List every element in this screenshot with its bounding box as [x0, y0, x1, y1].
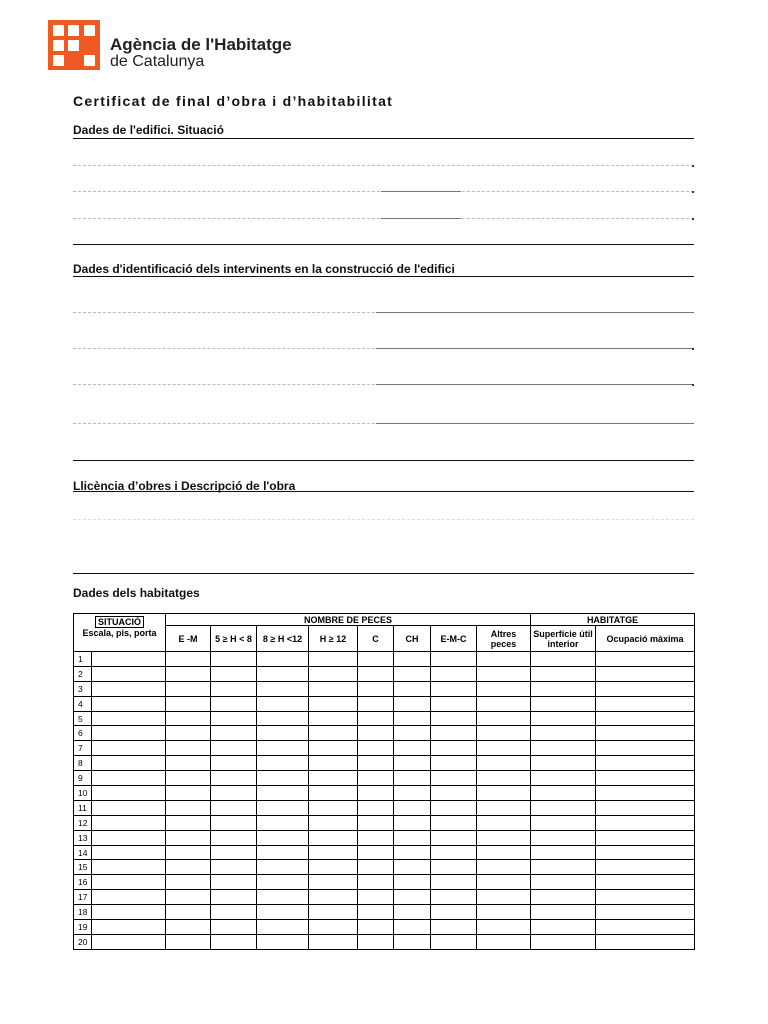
table-cell[interactable]: [531, 845, 596, 860]
table-cell[interactable]: [92, 845, 166, 860]
table-cell[interactable]: [394, 830, 431, 845]
table-cell[interactable]: [211, 860, 257, 875]
table-cell[interactable]: [596, 652, 695, 667]
table-cell[interactable]: [531, 920, 596, 935]
table-cell[interactable]: [257, 920, 309, 935]
table-cell[interactable]: [166, 786, 211, 801]
table-cell[interactable]: [166, 696, 211, 711]
table-cell[interactable]: [431, 756, 477, 771]
table-cell[interactable]: [166, 756, 211, 771]
table-cell[interactable]: [92, 934, 166, 949]
table-cell[interactable]: [92, 681, 166, 696]
table-cell[interactable]: [257, 800, 309, 815]
table-cell[interactable]: [596, 741, 695, 756]
table-cell[interactable]: [531, 890, 596, 905]
table-cell[interactable]: [166, 666, 211, 681]
table-cell[interactable]: [394, 696, 431, 711]
table-row: [74, 771, 695, 786]
table-cell[interactable]: [166, 905, 211, 920]
table-cell[interactable]: [431, 726, 477, 741]
table-cell[interactable]: [596, 890, 695, 905]
table-cell[interactable]: [394, 890, 431, 905]
table-cell[interactable]: [394, 875, 431, 890]
table-cell[interactable]: [531, 934, 596, 949]
table-cell[interactable]: [211, 786, 257, 801]
row-number: 2: [74, 666, 92, 681]
participants-line-4[interactable]: [73, 423, 694, 424]
table-cell[interactable]: [531, 860, 596, 875]
table-cell[interactable]: [309, 666, 358, 681]
table-cell[interactable]: [394, 860, 431, 875]
table-cell[interactable]: [358, 741, 394, 756]
table-cell[interactable]: [166, 920, 211, 935]
table-cell[interactable]: [596, 920, 695, 935]
table-cell[interactable]: [309, 890, 358, 905]
row-number: 6: [74, 726, 92, 741]
table-cell[interactable]: [531, 905, 596, 920]
table-cell[interactable]: [596, 756, 695, 771]
table-cell[interactable]: [431, 696, 477, 711]
section-participants-end-rule: [73, 460, 694, 461]
rooms-group-header: NOMBRE DE PECES: [166, 614, 531, 626]
table-cell[interactable]: [596, 771, 695, 786]
table-cell[interactable]: [309, 830, 358, 845]
table-cell[interactable]: [431, 741, 477, 756]
table-cell[interactable]: [431, 905, 477, 920]
table-cell[interactable]: [431, 920, 477, 935]
row-number: 11: [74, 800, 92, 815]
table-cell[interactable]: [257, 666, 309, 681]
table-cell[interactable]: [92, 726, 166, 741]
table-cell[interactable]: [477, 696, 531, 711]
table-cell[interactable]: [431, 666, 477, 681]
table-cell[interactable]: [358, 696, 394, 711]
table-cell[interactable]: [92, 860, 166, 875]
table-cell[interactable]: [92, 875, 166, 890]
col-header-emc: E-M-C: [431, 626, 477, 652]
row-number: 20: [74, 934, 92, 949]
table-cell[interactable]: [358, 830, 394, 845]
table-row: [74, 815, 695, 830]
section-dwellings-title: Dades dels habitatges: [73, 586, 200, 600]
table-cell[interactable]: [92, 830, 166, 845]
table-cell[interactable]: [166, 890, 211, 905]
col-header-8h12: 8 ≥ H <12: [257, 626, 309, 652]
participants-line-1[interactable]: [73, 312, 694, 313]
table-cell[interactable]: [211, 756, 257, 771]
table-cell[interactable]: [211, 666, 257, 681]
table-cell[interactable]: [92, 815, 166, 830]
table-cell[interactable]: [257, 905, 309, 920]
table-cell[interactable]: [257, 681, 309, 696]
table-cell[interactable]: [211, 890, 257, 905]
table-cell[interactable]: [309, 800, 358, 815]
table-cell[interactable]: [211, 875, 257, 890]
situacio-sub-label: Escala, pis, porta: [82, 628, 157, 638]
table-cell[interactable]: [309, 771, 358, 786]
row-number: 7: [74, 741, 92, 756]
table-cell[interactable]: [394, 815, 431, 830]
col-header-c: C: [358, 626, 394, 652]
table-cell[interactable]: [394, 726, 431, 741]
table-cell[interactable]: [211, 815, 257, 830]
table-cell[interactable]: [477, 890, 531, 905]
table-cell[interactable]: [166, 726, 211, 741]
dwellings-table: [73, 613, 695, 950]
table-cell[interactable]: [596, 905, 695, 920]
table-cell[interactable]: [309, 711, 358, 726]
table-cell[interactable]: [92, 800, 166, 815]
table-cell[interactable]: [166, 741, 211, 756]
table-cell[interactable]: [477, 875, 531, 890]
table-cell[interactable]: [431, 860, 477, 875]
table-cell[interactable]: [257, 652, 309, 667]
table-cell[interactable]: [358, 652, 394, 667]
table-cell[interactable]: [309, 920, 358, 935]
row-number: 3: [74, 681, 92, 696]
table-row: [74, 756, 695, 771]
table-cell[interactable]: [431, 845, 477, 860]
table-cell[interactable]: [394, 934, 431, 949]
table-cell[interactable]: [394, 771, 431, 786]
table-cell[interactable]: [211, 696, 257, 711]
table-cell[interactable]: [477, 934, 531, 949]
section-building-title: Dades de l'edifici. Situació: [73, 123, 224, 137]
table-row: [74, 726, 695, 741]
table-cell[interactable]: [596, 711, 695, 726]
table-cell[interactable]: [257, 786, 309, 801]
table-cell[interactable]: [394, 741, 431, 756]
table-cell[interactable]: [92, 786, 166, 801]
table-cell[interactable]: [166, 681, 211, 696]
table-cell[interactable]: [477, 711, 531, 726]
section-license-title: Llicència d’obres i Descripció de l'obra: [73, 479, 296, 493]
row-number: 15: [74, 860, 92, 875]
table-row: [74, 652, 695, 667]
dwelling-group-header: HABITATGE: [531, 614, 695, 626]
table-cell[interactable]: [431, 875, 477, 890]
table-cell[interactable]: [309, 815, 358, 830]
table-cell[interactable]: [257, 875, 309, 890]
table-cell[interactable]: [358, 726, 394, 741]
table-cell[interactable]: [394, 786, 431, 801]
table-cell[interactable]: [358, 815, 394, 830]
table-cell[interactable]: [257, 815, 309, 830]
agency-name-line1: Agència de l'Habitatge: [110, 35, 292, 54]
col-header-h12: H ≥ 12: [309, 626, 358, 652]
col-header-5h8: 5 ≥ H < 8: [211, 626, 257, 652]
table-cell[interactable]: [358, 860, 394, 875]
col-header-em: E -M: [166, 626, 211, 652]
table-cell[interactable]: [92, 756, 166, 771]
table-row: [74, 934, 695, 949]
table-row: [74, 786, 695, 801]
col-header-ocupacio: Ocupació màxima: [596, 626, 695, 652]
table-cell[interactable]: [309, 905, 358, 920]
table-cell[interactable]: [531, 756, 596, 771]
table-cell[interactable]: [257, 830, 309, 845]
table-cell[interactable]: [309, 875, 358, 890]
table-cell[interactable]: [431, 771, 477, 786]
table-cell[interactable]: [431, 815, 477, 830]
table-cell[interactable]: [92, 711, 166, 726]
table-cell[interactable]: [596, 934, 695, 949]
agency-name-line2: de Catalunya: [110, 53, 205, 70]
table-cell[interactable]: [358, 771, 394, 786]
row-number: 9: [74, 771, 92, 786]
table-cell[interactable]: [358, 845, 394, 860]
table-cell[interactable]: [211, 905, 257, 920]
table-cell[interactable]: [431, 652, 477, 667]
table-row: [74, 905, 695, 920]
table-cell[interactable]: [358, 786, 394, 801]
table-cell[interactable]: [92, 920, 166, 935]
table-cell[interactable]: [596, 681, 695, 696]
table-cell[interactable]: [531, 726, 596, 741]
building-line-2[interactable]: [73, 191, 694, 192]
table-cell[interactable]: [531, 681, 596, 696]
table-cell[interactable]: [477, 905, 531, 920]
table-row: [74, 681, 695, 696]
table-cell[interactable]: [211, 741, 257, 756]
table-cell[interactable]: [596, 786, 695, 801]
table-cell[interactable]: [477, 666, 531, 681]
table-cell[interactable]: [531, 652, 596, 667]
table-cell[interactable]: [166, 652, 211, 667]
table-row: [74, 800, 695, 815]
table-cell[interactable]: [531, 830, 596, 845]
table-cell[interactable]: [166, 860, 211, 875]
table-cell[interactable]: [211, 845, 257, 860]
table-cell[interactable]: [394, 845, 431, 860]
table-row: [74, 830, 695, 845]
table-cell[interactable]: [477, 741, 531, 756]
table-cell[interactable]: [531, 875, 596, 890]
participants-line-3[interactable]: [73, 384, 694, 385]
table-cell[interactable]: [92, 905, 166, 920]
table-cell[interactable]: [531, 786, 596, 801]
agency-logo-icon: [48, 20, 100, 70]
row-number: 8: [74, 756, 92, 771]
table-cell[interactable]: [166, 711, 211, 726]
license-line-1[interactable]: [73, 519, 694, 520]
table-cell[interactable]: [358, 890, 394, 905]
section-participants-rule: [73, 276, 694, 277]
table-cell[interactable]: [92, 741, 166, 756]
col-header-ch: CH: [394, 626, 431, 652]
table-cell[interactable]: [431, 800, 477, 815]
table-cell[interactable]: [477, 845, 531, 860]
table-cell[interactable]: [257, 711, 309, 726]
section-participants-title: Dades d'identificació dels intervinents en la construcció de l'edifici: [73, 262, 455, 276]
table-cell[interactable]: [92, 696, 166, 711]
table-row: [74, 711, 695, 726]
table-cell[interactable]: [257, 756, 309, 771]
table-cell[interactable]: [477, 920, 531, 935]
table-cell[interactable]: [596, 800, 695, 815]
table-cell[interactable]: [431, 681, 477, 696]
table-cell[interactable]: [358, 905, 394, 920]
building-line-1[interactable]: [73, 165, 694, 166]
table-cell[interactable]: [257, 726, 309, 741]
table-cell[interactable]: [596, 696, 695, 711]
table-cell[interactable]: [394, 905, 431, 920]
table-cell[interactable]: [394, 800, 431, 815]
table-cell[interactable]: [257, 934, 309, 949]
table-cell[interactable]: [477, 830, 531, 845]
row-number: 13: [74, 830, 92, 845]
row-number: 12: [74, 815, 92, 830]
table-cell[interactable]: [309, 681, 358, 696]
table-cell[interactable]: [431, 711, 477, 726]
table-cell[interactable]: [211, 726, 257, 741]
table-cell[interactable]: [596, 666, 695, 681]
table-cell[interactable]: [431, 934, 477, 949]
row-number: 16: [74, 875, 92, 890]
table-row: [74, 890, 695, 905]
table-cell[interactable]: [531, 741, 596, 756]
table-row: [74, 696, 695, 711]
section-license-end-rule: [73, 573, 694, 574]
table-cell[interactable]: [531, 815, 596, 830]
table-row: [74, 875, 695, 890]
table-cell[interactable]: [596, 845, 695, 860]
table-cell[interactable]: [596, 875, 695, 890]
table-cell[interactable]: [92, 890, 166, 905]
table-cell[interactable]: [596, 815, 695, 830]
table-cell[interactable]: [166, 771, 211, 786]
table-cell[interactable]: [477, 860, 531, 875]
table-cell[interactable]: [596, 726, 695, 741]
table-cell[interactable]: [309, 652, 358, 667]
table-cell[interactable]: [211, 920, 257, 935]
table-cell[interactable]: [477, 786, 531, 801]
table-cell[interactable]: [596, 860, 695, 875]
table-cell[interactable]: [166, 830, 211, 845]
table-cell[interactable]: [477, 681, 531, 696]
col-header-superficie: Superfície útil interior: [531, 626, 596, 652]
table-cell[interactable]: [211, 934, 257, 949]
table-cell[interactable]: [257, 860, 309, 875]
table-cell[interactable]: [309, 726, 358, 741]
table-cell[interactable]: [431, 786, 477, 801]
table-cell[interactable]: [166, 875, 211, 890]
table-cell[interactable]: [92, 652, 166, 667]
table-cell[interactable]: [257, 771, 309, 786]
table-row: [74, 666, 695, 681]
table-cell[interactable]: [358, 756, 394, 771]
table-cell[interactable]: [394, 652, 431, 667]
table-cell[interactable]: [477, 771, 531, 786]
table-cell[interactable]: [309, 845, 358, 860]
table-cell[interactable]: [358, 875, 394, 890]
document-title: Certificat de final d’obra i d’habitabilitat: [73, 93, 394, 109]
table-cell[interactable]: [309, 696, 358, 711]
table-cell[interactable]: [358, 800, 394, 815]
table-cell[interactable]: [92, 666, 166, 681]
table-cell[interactable]: [431, 830, 477, 845]
table-cell[interactable]: [477, 815, 531, 830]
table-cell[interactable]: [477, 652, 531, 667]
table-cell[interactable]: [394, 920, 431, 935]
section-license-rule: [73, 491, 694, 492]
table-cell[interactable]: [531, 711, 596, 726]
table-cell[interactable]: [92, 771, 166, 786]
table-cell[interactable]: [531, 696, 596, 711]
agency-name: [110, 36, 292, 70]
situacio-label: SITUACIÓ: [95, 616, 144, 628]
table-cell[interactable]: [211, 681, 257, 696]
row-number: 4: [74, 696, 92, 711]
table-cell[interactable]: [394, 681, 431, 696]
table-cell[interactable]: [477, 726, 531, 741]
table-cell[interactable]: [211, 800, 257, 815]
table-cell[interactable]: [309, 934, 358, 949]
table-row: [74, 845, 695, 860]
table-cell[interactable]: [166, 815, 211, 830]
section-building-rule: [73, 138, 694, 139]
table-cell[interactable]: [211, 771, 257, 786]
table-cell[interactable]: [257, 890, 309, 905]
participants-line-2[interactable]: [73, 348, 694, 349]
table-cell[interactable]: [358, 711, 394, 726]
table-cell[interactable]: [309, 860, 358, 875]
row-number: 1: [74, 652, 92, 667]
table-cell[interactable]: [166, 934, 211, 949]
table-cell[interactable]: [394, 756, 431, 771]
table-cell[interactable]: [166, 845, 211, 860]
table-cell[interactable]: [358, 666, 394, 681]
table-cell[interactable]: [211, 711, 257, 726]
col-header-altres: Altres peces: [477, 626, 531, 652]
table-cell[interactable]: [309, 741, 358, 756]
table-cell[interactable]: [394, 666, 431, 681]
table-cell[interactable]: [477, 800, 531, 815]
row-number: 14: [74, 845, 92, 860]
table-row: [74, 920, 695, 935]
table-cell[interactable]: [477, 756, 531, 771]
table-cell[interactable]: [596, 830, 695, 845]
table-cell[interactable]: [531, 800, 596, 815]
table-cell[interactable]: [394, 711, 431, 726]
table-cell[interactable]: [431, 890, 477, 905]
table-row: [74, 860, 695, 875]
row-number: 5: [74, 711, 92, 726]
table-cell[interactable]: [309, 756, 358, 771]
row-number: 18: [74, 905, 92, 920]
table-cell[interactable]: [309, 786, 358, 801]
row-number: 19: [74, 920, 92, 935]
table-cell[interactable]: [257, 845, 309, 860]
row-number: 17: [74, 890, 92, 905]
table-cell[interactable]: [257, 741, 309, 756]
table-cell[interactable]: [211, 830, 257, 845]
table-cell[interactable]: [166, 800, 211, 815]
table-cell[interactable]: [211, 652, 257, 667]
table-cell[interactable]: [358, 681, 394, 696]
table-cell[interactable]: [531, 666, 596, 681]
table-cell[interactable]: [531, 771, 596, 786]
table-row: [74, 741, 695, 756]
section-building-end-rule: [73, 244, 694, 245]
building-line-3[interactable]: [73, 218, 694, 219]
table-cell[interactable]: [257, 696, 309, 711]
table-cell[interactable]: [358, 934, 394, 949]
table-cell[interactable]: [358, 920, 394, 935]
row-number: 10: [74, 786, 92, 801]
situacio-header: [74, 614, 166, 652]
